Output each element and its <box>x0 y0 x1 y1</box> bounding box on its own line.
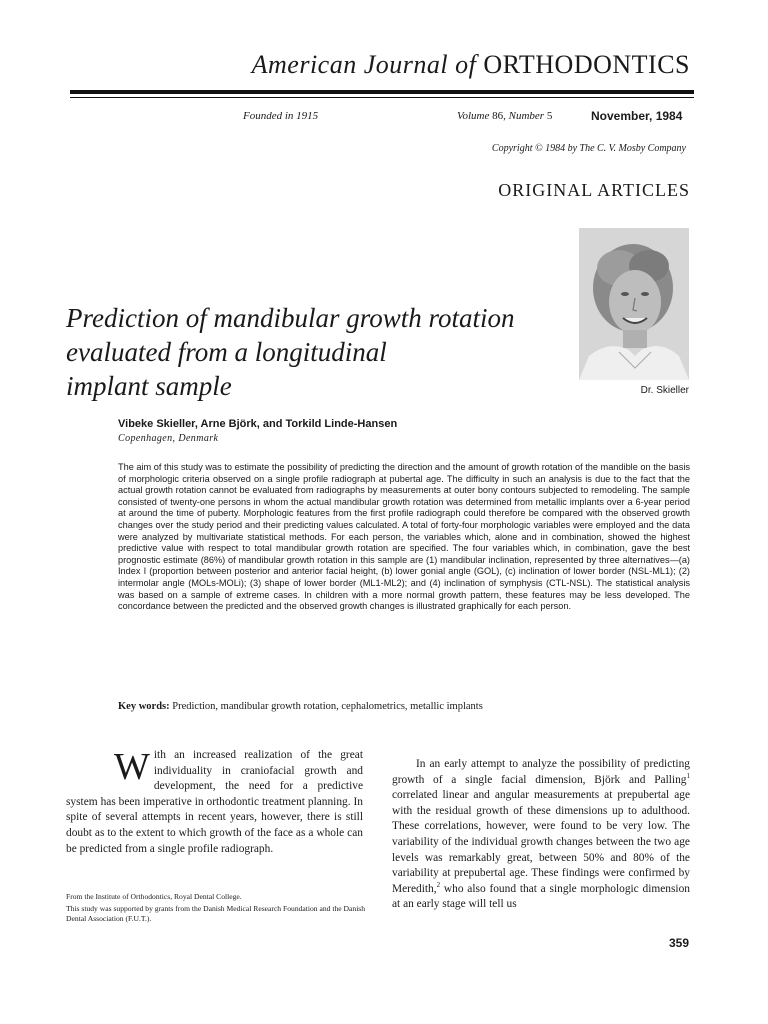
journal-title-italic: American Journal <box>251 50 449 79</box>
issue-date: November, 1984 <box>591 109 683 123</box>
journal-title-of: of <box>455 50 477 79</box>
volume-label: Volume <box>457 110 490 122</box>
citation-ref: 1 <box>686 771 690 780</box>
body-column-right <box>392 757 690 913</box>
authors: Vibeke Skieller, Arne Björk, and Torkild Linde-Hansen <box>118 418 398 430</box>
journal-title-caps: ORTHODONTICS <box>483 50 690 79</box>
number-label: Number <box>508 110 545 122</box>
author-portrait-image <box>579 228 689 380</box>
article-title-line: evaluated from a longitudinal <box>66 337 387 367</box>
article-title <box>66 301 566 403</box>
abstract: The aim of this study was to estimate the possibility of predicting the direction and the amount of growth rotation of the mandible on the basis of morphologic criteria observed on a single profile radiograph at pubertal age. The difficulty in such an analysis is due to the fact that the actual growth rotation cannot be evaluated from radiographs by measurements at outer bony contours subjected to remodeling. The sample consisted of twenty-one persons in whom the actual mandibular growth rotation was determined from metallic implants over a 6-year period at around the time of puberty. Morphologic features from the first profile radiograph could therefore be compared with the observed growth changes over the study period and their predicting values calculated. A total of forty-four morphologic variables were employed and the data were analyzed by multivariate statistical methods. For each person, the variables which, alone and in combination, showed the highest predictive value with respect to total mandibular growth rotation are specified. The four variables which, in combination, gave the best prognostic estimate (86%) of mandibular growth rotation in this sample are (1) mandibular inclination, represented by three alternatives—(a) Index I (proportion between posterior and anterior facial height, (b) lower gonial angle (GOL), (c) inclination of lower border (NSL-ML1); (2) intermolar angle (MOLs-MOLi); (3) shape of lower border (ML1-ML2); and (4) inclination of symphysis (CTL-NSL). The statistical analysis was based on a sample of extreme cases. In children with a more normal growth pattern, these features may be less developed. The concordance between the predicted and the observed growth changes is illustrated graphically for each person. <box>118 462 690 612</box>
photo-caption: Dr. Skieller <box>640 385 689 396</box>
author-photo <box>579 228 689 380</box>
body-paragraph: ith an increased realization of the great individuality in craniofacial growth and development, the need for a predictive system has been imperative in orthodontic treatment planning. In spite of several attempts in recent years, however, there is still doubt as to the extent to which growth of the face as a whole can be predicted from a single profile radiograph. <box>66 749 363 855</box>
body-paragraph-part: correlated linear and angular measurements at prepubertal age with the residual growth of these dimensions up to adulthood. These correlations, however, were found to be very low. The variability of the individual growth changes between the two age levels was remarkably great, between 50% and 80% of the variability at prepubertal age. These findings were confirmed by Meredith, <box>392 789 690 895</box>
number-value: 5 <box>546 110 553 122</box>
body-paragraph-part: who also found that a single morphologic dimension at an early stage will tell us <box>392 882 690 911</box>
keywords-list: Prediction, mandibular growth rotation, cephalometrics, metallic implants <box>172 701 483 712</box>
body-paragraph-part: In an early attempt to analyze the possibility of predicting growth of a single facial dimension, Björk and Palling <box>392 758 690 786</box>
author-location: Copenhagen, Denmark <box>118 433 219 444</box>
masthead-rule-thin <box>70 97 694 98</box>
page-number: 359 <box>668 936 689 950</box>
footnote: From the Institute of Orthodontics, Royal Dental College. <box>66 892 242 901</box>
keywords <box>118 701 483 712</box>
section-heading: ORIGINAL ARTICLES <box>498 180 690 200</box>
drop-cap: W <box>114 746 150 788</box>
keywords-label: Key words: <box>118 701 170 712</box>
footnotes <box>66 892 366 926</box>
article-title-line: implant sample <box>66 371 232 401</box>
journal-title <box>0 50 690 80</box>
footnote: This study was supported by grants from the Danish Medical Research Foundation and the Danish Dental Association (F.U.T.). <box>66 904 366 923</box>
volume-number: 86, <box>492 110 506 122</box>
citation-ref: 2 <box>436 880 441 889</box>
article-title-line: Prediction of mandibular growth rotation <box>66 303 515 333</box>
body-column-left <box>66 748 363 857</box>
copyright-line: Copyright © 1984 by The C. V. Mosby Company <box>491 143 686 154</box>
founded-line: Founded in 1915 <box>243 110 319 122</box>
volume-line <box>457 110 552 122</box>
masthead-rule <box>70 90 694 94</box>
